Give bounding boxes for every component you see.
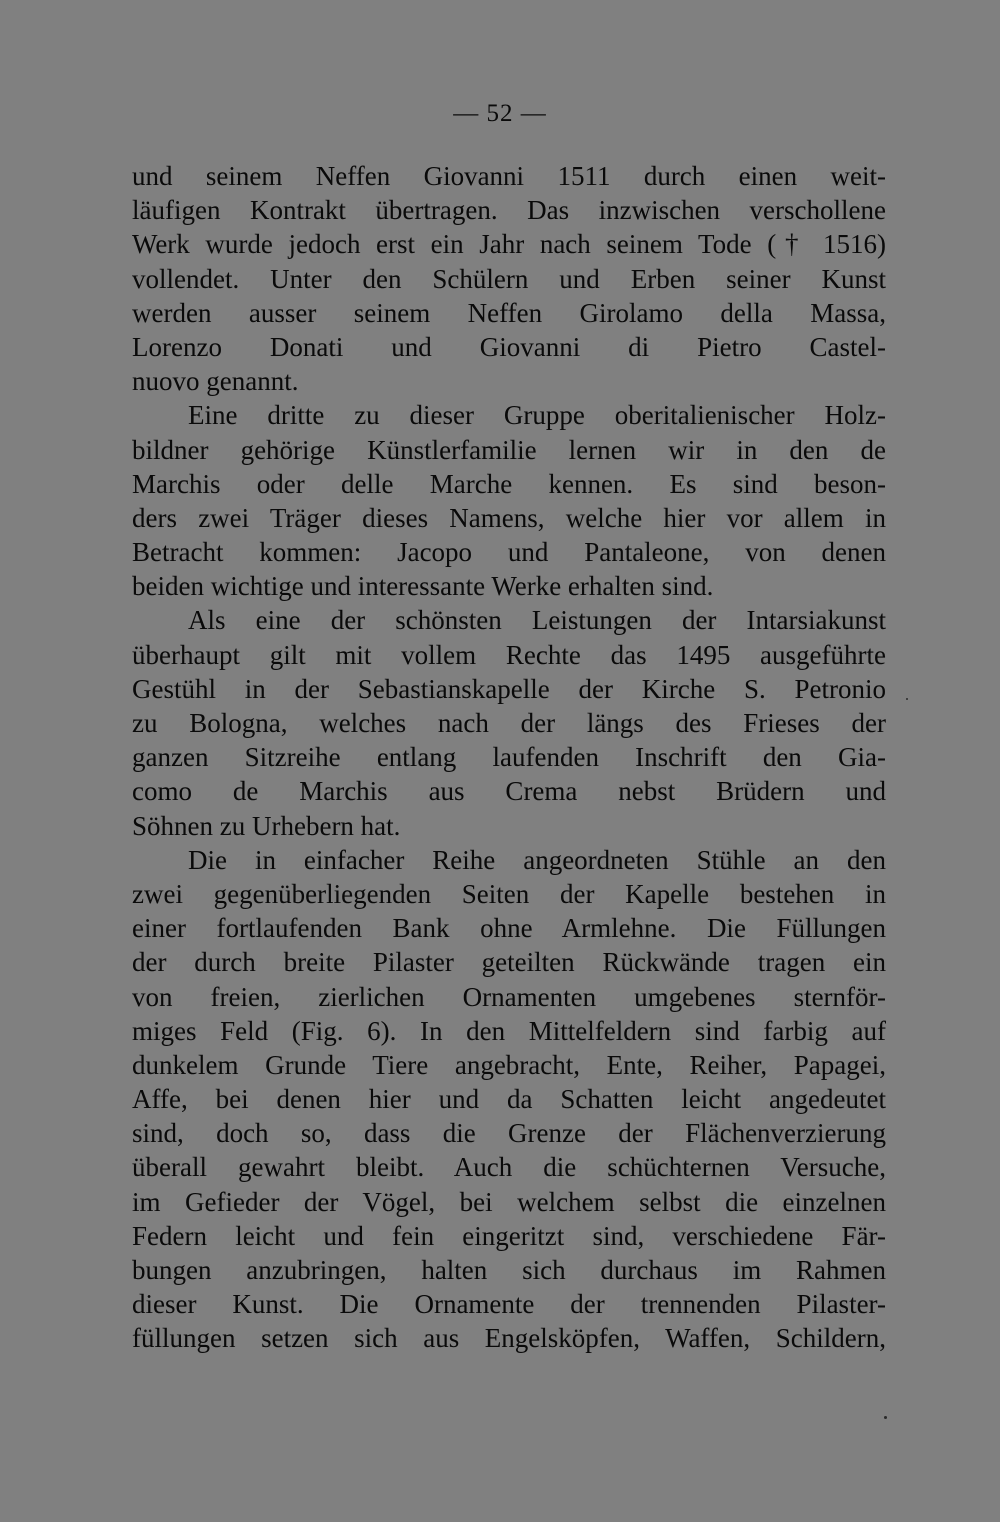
text-line: ganzen Sitzreihe entlang laufenden Inschrift den Gia- [132, 742, 886, 773]
text-line: Als eine der schönsten Leistungen der Intarsiakunst [188, 605, 886, 636]
text-line: Affe, bei denen hier und da Schatten leicht angedeutet [132, 1084, 886, 1115]
text-line: beiden wichtige und interessante Werke erhalten sind. [132, 571, 714, 602]
text-line: como de Marchis aus Crema nebst Brüdern und [132, 776, 886, 807]
text-line: vollendet. Unter den Schülern und Erben seiner Kunst [132, 263, 886, 294]
text-line: Federn leicht und fein eingeritzt sind, verschiedene Fär- [132, 1220, 886, 1251]
text-line: dieser Kunst. Die Ornamente der trennenden Pilaster- [132, 1289, 886, 1320]
text-line: im Gefieder der Vögel, bei welchem selbst die einzelnen [132, 1186, 886, 1217]
scan-speck [906, 698, 908, 700]
text-line: ders zwei Träger dieses Namens, welche hier vor allem in [132, 502, 886, 533]
text-line: zwei gegenüberliegenden Seiten der Kapelle bestehen in [132, 878, 886, 909]
text-line: füllungen setzen sich aus Engelsköpfen, Waffen, Schildern, [132, 1323, 886, 1354]
body-text [132, 159, 886, 1356]
text-line: läufigen Kontrakt übertragen. Das inzwischen verschollene [132, 195, 886, 226]
text-line: werden ausser seinem Neffen Girolamo della Massa, [132, 297, 886, 328]
text-line: Marchis oder delle Marche kennen. Es sind beson- [132, 468, 886, 499]
text-line: überhaupt gilt mit vollem Rechte das 1495 ausgeführte [132, 639, 886, 670]
text-line: Die in einfacher Reihe angeordneten Stühle an den [188, 844, 886, 875]
text-line: der durch breite Pilaster geteilten Rückwände tragen ein [132, 947, 886, 978]
text-line: Eine dritte zu dieser Gruppe oberitalienischer Holz- [188, 400, 886, 431]
text-line: einer fortlaufenden Bank ohne Armlehne. Die Füllungen [132, 913, 886, 944]
text-line: Lorenzo Donati und Giovanni di Pietro Castel- [132, 331, 886, 362]
text-line: Werk wurde jedoch erst ein Jahr nach seinem Tode († 1516) [132, 229, 886, 260]
text-line: überall gewahrt bleibt. Auch die schüchternen Versuche, [132, 1152, 886, 1183]
text-line: und seinem Neffen Giovanni 1511 durch einen weit- [132, 161, 886, 191]
text-line: sind, doch so, dass die Grenze der Flächenverzierung [132, 1118, 886, 1149]
text-line: von freien, zierlichen Ornamenten umgebenes sternför- [132, 981, 886, 1012]
text-line: bildner gehörige Künstlerfamilie lernen wir in den de [132, 434, 886, 465]
text-line: nuovo genannt. [132, 366, 299, 397]
text-line: bungen anzubringen, halten sich durchaus im Rahmen [132, 1255, 886, 1285]
page-number: — 52 — [453, 100, 547, 127]
scan-speck [884, 1416, 887, 1419]
text-line: zu Bologna, welches nach der längs des Frieses der [132, 708, 886, 738]
text-line: Betracht kommen: Jacopo und Pantaleone, von denen [132, 537, 886, 568]
text-line: miges Feld (Fig. 6). In den Mittelfeldern sind farbig auf [132, 1015, 886, 1046]
text-line: Söhnen zu Urhebern hat. [132, 810, 401, 841]
text-line: Gestühl in der Sebastianskapelle der Kirche S. Petronio [132, 673, 886, 704]
text-line: dunkelem Grunde Tiere angebracht, Ente, Reiher, Papagei, [132, 1049, 886, 1080]
